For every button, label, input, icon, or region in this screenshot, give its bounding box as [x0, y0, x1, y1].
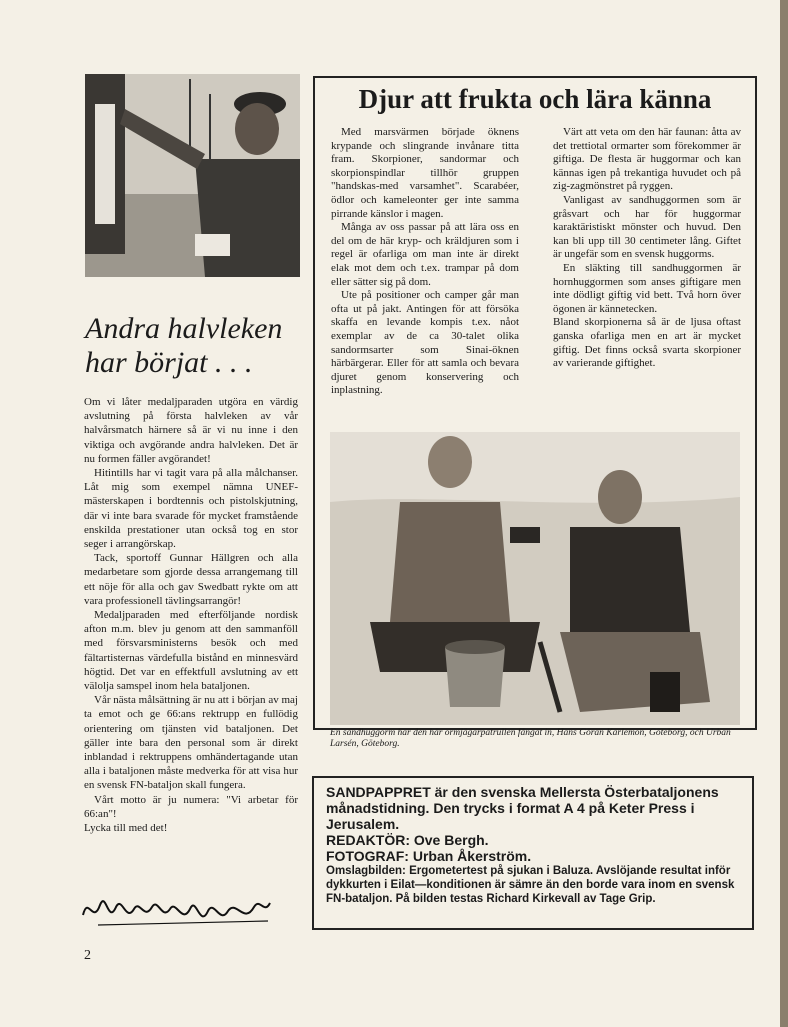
left-paragraph: Lycka till med det!: [84, 822, 168, 835]
page-edge: [780, 0, 788, 1027]
left-paragraph: Vårt motto är ju numera: "Vi arbetar för 66:an"!: [84, 793, 298, 820]
snake-hunters-photo: [330, 432, 740, 725]
masthead-cover-note: Omslagbilden: Ergometertest på sjukan i Baluza. Avslöjande resultat inför dykkurten i Eilat—konditionen är sämre än den borde vara inom en svensk FN-bataljon. På bilden testas Richard Kirkevall av Tage Grip.: [326, 865, 735, 905]
signature-drawing: [78, 885, 278, 935]
left-headline: Andra halvleken har börjat . . .: [85, 312, 283, 379]
animal-paragraph: Vanligast av sandhuggormen som är gråsvart och har för huggormar karaktäristiskt mönster och huvud. Den kan bli upp till 30 centimeter lång. Giftet är ungefär som en svensk huggorms.: [553, 193, 741, 261]
soldier-photo: [85, 74, 300, 277]
masthead-box: [312, 776, 754, 930]
animal-article-column-1: [331, 126, 519, 398]
masthead-editor: REDAKTÖR: Ove Bergh.: [326, 832, 489, 848]
left-paragraph: Tack, sportoff Gunnar Hällgren och alla medarbetare som gjorde dessa arrangemang till ett nöje för alla och gav Swedbatt rykte om att vara professionell tävlingsarrangör!: [84, 552, 298, 607]
animal-paragraph: Ute på positioner och camper går man ofta ut på jakt. Antingen för att försöka skaffa en levande kompis t.ex. nåot exemplar av de ca 30-talet olika sandormsarter som Sinai-öknen härbärgerar. Eller för att samla och bevara djuret genom konservering och inplastning.: [331, 289, 519, 397]
left-paragraph: Medaljparaden med efterföljande nordisk afton m.m. blev ju genom att den sammanföll med försvarsministerns besök och med fältartisternas värdefulla bistånd en minnesvärd högtid. Det var en effektfull avslutning av ett välolja samspel inom hela bataljonen.: [84, 609, 298, 693]
left-article-body: [84, 395, 298, 835]
left-paragraph: Vår nästa målsättning är nu att i början av maj ta emot och ge 66:ans rektrupp en fullödig orientering om tjänsten vid bataljonen. Det gäller inte bara den personal som är direkt inblandad i rektruppens omhändertagande utan alla i bataljonen måste medverka för att visa hur en svensk FN-bataljon skall fungera.: [84, 694, 298, 792]
snake-hunters-drawing: [330, 432, 740, 725]
animal-article-column-2: [553, 126, 741, 371]
animal-article-title: Djur att frukta och lära känna: [358, 84, 712, 114]
animal-paragraph: Bland skorpionerna så är de ljusa oftast ganska ofarliga men en art är mycket giftig. Det finns också svarta skorpioner av varierande giftighet.: [553, 316, 741, 370]
page-number: 2: [84, 948, 91, 963]
animal-paragraph: Värt att veta om den här faunan: åtta av det trettiotal ormarter som förekommer är giftiga. De flesta är huggormar och kan kännas igen på trekantiga huvudet och på zig-zagmönstret på ryggen.: [553, 126, 741, 193]
animal-paragraph: Med marsvärmen började öknens krypande och slingrande invånare titta fram. Skorpioner, sandormar och skorpionspindlar tillhör gruppen "handskas-med varsamhet". Scarabéer, ödlor och kameleonter ger inte samma pirrande känslor i magen.: [331, 126, 519, 220]
masthead-description: SANDPAPPRET är den svenska Mellersta Österbataljonens månadstidning. Den trycks i format A 4 på Keter Press i Jerusalem.: [326, 784, 719, 832]
soldier-photo-drawing: [85, 74, 300, 277]
left-paragraph: Hitintills har vi tagit vara på alla målchanser. Låt mig som exempel nämna UNEF-mästerskapen i bordtennis och pistolskjutning, där vi inte bara svarade för mycket framstående enskilda prestationer utan också tog en stor seger i arrangörskap.: [84, 467, 298, 551]
left-paragraph: Om vi låter medaljparaden utgöra en värdig avslutning på första halvleken av vår halvårsmatch härnere så är vi nu inne i den viktiga och avgörande andra halvleken. Det är nu formen fäller avgörandet!: [84, 396, 298, 465]
masthead-photographer: FOTOGRAF: Urban Åkerström.: [326, 848, 532, 864]
animal-paragraph: En släkting till sandhuggormen är hornhuggormen som anses giftigare men inte dödligt giftig vid bett. Två horn över ögonen är kännetecken.: [553, 261, 741, 315]
animal-paragraph: Många av oss passar på att lära oss en del om de här kryp- och kräldjuren som i regel är ofarliga om man inte är direkt elak mot dem och t.ex. trampar på dom eller sätter sig på dom.: [331, 221, 519, 288]
photo-caption: En sandhuggorm har den här ormjägarpatrullen fångat in, Hans Göran Karlemon, Göteborg, och Urban Larsén, Göteborg.: [330, 728, 731, 749]
handwritten-signature: [78, 885, 278, 935]
